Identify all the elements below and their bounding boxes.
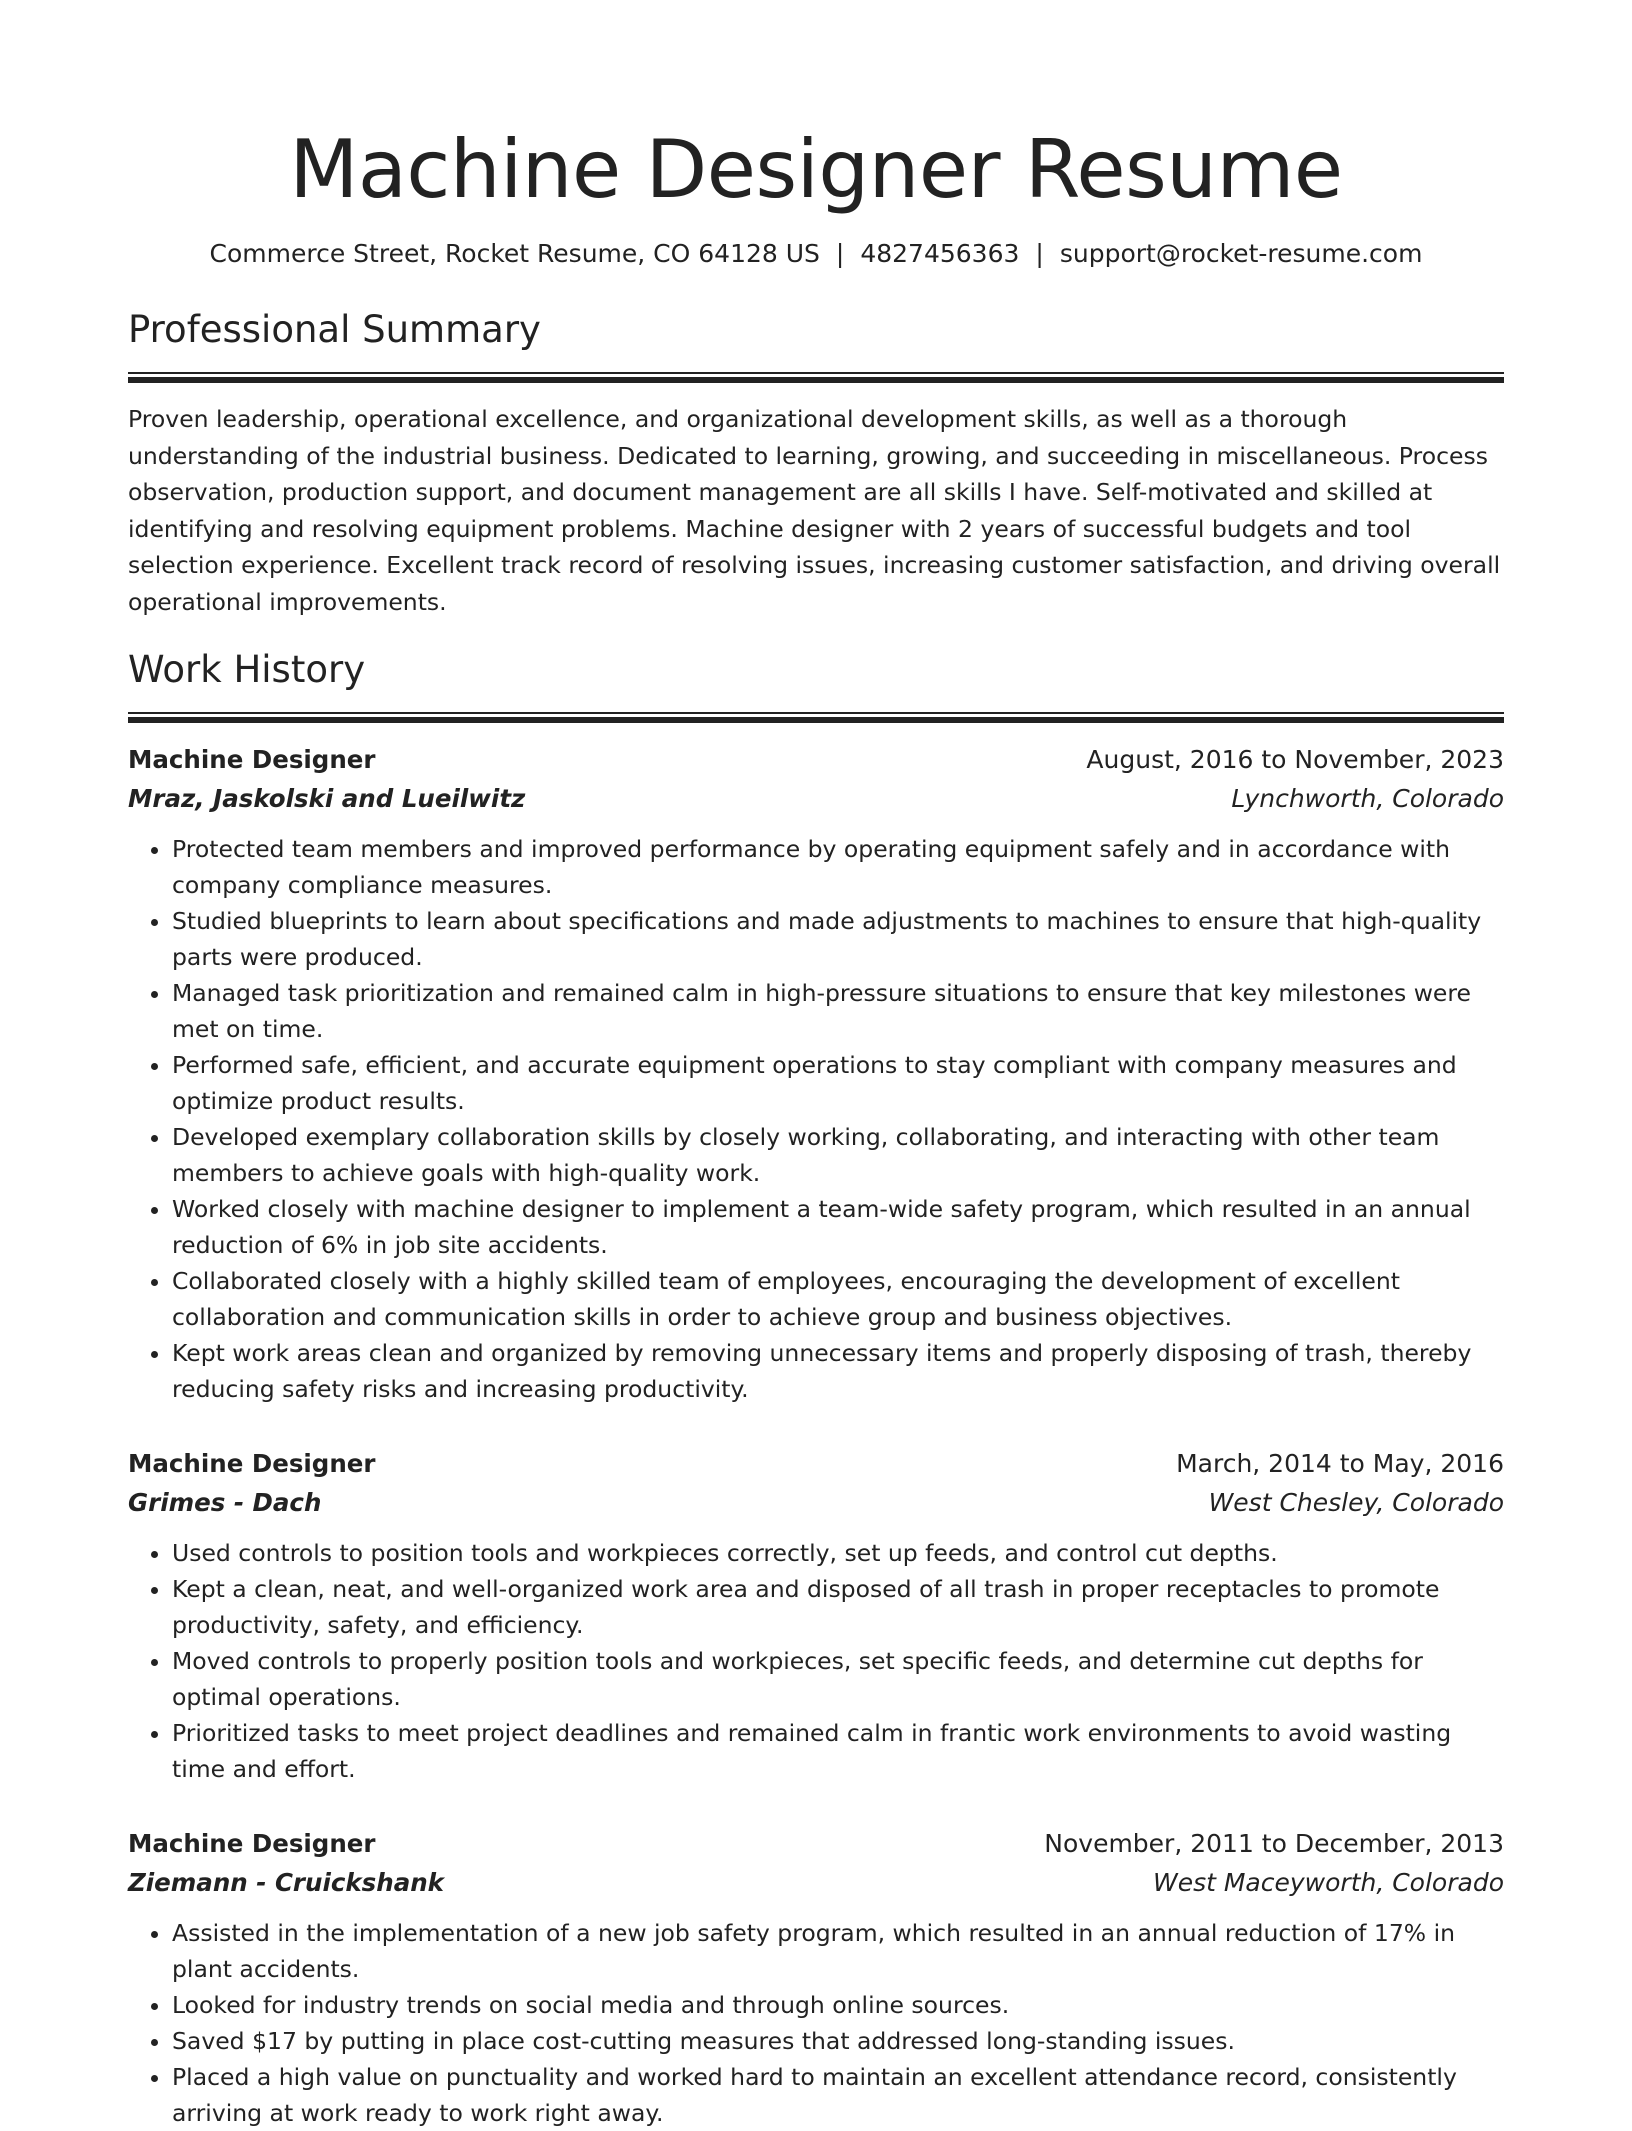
job-bullet: • Kept work areas clean and organized by removing unnecessary items and properly disposing of trash, thereby reducing safety risks and increasing productivity. — [172, 1335, 1504, 1407]
job-location: West Chesley, Colorado — [1208, 1488, 1504, 1517]
job-bullet: • Developed exemplary collaboration skills by closely working, collaborating, and interacting with other team members to achieve goals with high-quality work. — [172, 1119, 1504, 1191]
job-bullet: • Saved $17 by putting in place cost-cutting measures that addressed long-standing issues. — [172, 2023, 1504, 2059]
job-company: Grimes - Dach — [128, 1488, 322, 1517]
job-location: West Maceyworth, Colorado — [1152, 1868, 1504, 1897]
contact-line — [128, 236, 1504, 272]
professional-summary-section — [128, 306, 1504, 620]
job-subheader-row — [128, 779, 1504, 819]
job-title: Machine Designer — [128, 745, 376, 774]
job-bullet-list — [128, 1535, 1504, 1787]
job-header-row — [128, 1445, 1504, 1483]
section-divider — [128, 372, 1504, 381]
job-bullet: • Prioritized tasks to meet project deadlines and remained calm in frantic work environments to avoid wasting time and effort. — [172, 1715, 1504, 1787]
job-bullet: • Placed a high value on punctuality and worked hard to maintain an excellent attendance record, consistently arriving at work ready to work right away. — [172, 2059, 1504, 2131]
job-header-row — [128, 741, 1504, 779]
summary-text: Proven leadership, operational excellence, and organizational development skills, as well as a thorough understanding of the industrial business. Dedicated to learning, growing, and succeeding in miscellaneous. Process observation, production support, and document management are all skills I have. Self-motivated and skilled at identifying and resolving equipment problems. Machine designer with 2 years of successful budgets and tool selection experience. Excellent track record of resolving issues, increasing customer satisfaction, and driving overall operational improvements. — [128, 405, 1501, 616]
contact-phone: 4827456363 — [860, 239, 1020, 268]
job-bullet: • Studied blueprints to learn about specifications and made adjustments to machines to ensure that high-quality parts were produced. — [172, 903, 1504, 975]
contact-separator: | — [835, 239, 845, 268]
job-bullet: • Protected team members and improved performance by operating equipment safely and in accordance with company compliance measures. — [172, 831, 1504, 903]
section-divider — [128, 712, 1504, 721]
job-bullet: • Managed task prioritization and remained calm in high-pressure situations to ensure that key milestones were met on time. — [172, 975, 1504, 1047]
contact-separator: | — [1035, 239, 1044, 268]
section-heading: Professional Summary — [128, 308, 541, 351]
job-location: Lynchworth, Colorado — [1231, 784, 1504, 813]
job-company: Ziemann - Cruickshank — [128, 1868, 444, 1897]
job-subheader-row — [128, 1483, 1504, 1523]
resume-page — [128, 0, 1504, 2131]
job-header-row — [128, 1825, 1504, 1863]
job-dates: March, 2014 to May, 2016 — [1176, 1449, 1504, 1478]
job-bullet-list — [128, 1915, 1504, 2131]
job-entry — [128, 1445, 1504, 1787]
job-title: Machine Designer — [128, 1449, 376, 1478]
job-bullet: • Collaborated closely with a highly skilled team of employees, encouraging the development of excellent collaboration and communication skills in order to achieve group and business objectives. — [172, 1263, 1504, 1335]
work-history-section — [128, 646, 1504, 2131]
job-bullet: • Performed safe, efficient, and accurate equipment operations to stay compliant with company measures and optimize product results. — [172, 1047, 1504, 1119]
job-dates: August, 2016 to November, 2023 — [1086, 745, 1504, 774]
job-entry — [128, 1825, 1504, 2131]
job-bullet: • Moved controls to properly position tools and workpieces, set specific feeds, and determine cut depths for optimal operations. — [172, 1643, 1504, 1715]
job-dates: November, 2011 to December, 2013 — [1044, 1829, 1504, 1858]
job-bullet: • Kept a clean, neat, and well-organized work area and disposed of all trash in proper receptacles to promote productivity, safety, and efficiency. — [172, 1571, 1504, 1643]
job-bullet: • Worked closely with machine designer to implement a team-wide safety program, which resulted in an annual reduction of 6% in job site accidents. — [172, 1191, 1504, 1263]
job-bullet-list — [128, 831, 1504, 1407]
job-bullet: • Looked for industry trends on social media and through online sources. — [172, 1987, 1504, 2023]
job-bullet: • Used controls to position tools and workpieces correctly, set up feeds, and control cut depths. — [172, 1535, 1504, 1571]
contact-email: support@rocket-resume.com — [1059, 239, 1423, 268]
contact-address: Commerce Street, Rocket Resume, CO 64128 US — [209, 239, 820, 268]
job-bullet: • Assisted in the implementation of a new job safety program, which resulted in an annual reduction of 17% in plant accidents. — [172, 1915, 1504, 1987]
job-company: Mraz, Jaskolski and Lueilwitz — [128, 784, 526, 813]
job-entry — [128, 741, 1504, 1407]
section-heading: Work History — [128, 648, 366, 691]
job-title: Machine Designer — [128, 1829, 376, 1858]
resume-title: Machine Designer Resume — [289, 123, 1343, 216]
job-subheader-row — [128, 1863, 1504, 1903]
